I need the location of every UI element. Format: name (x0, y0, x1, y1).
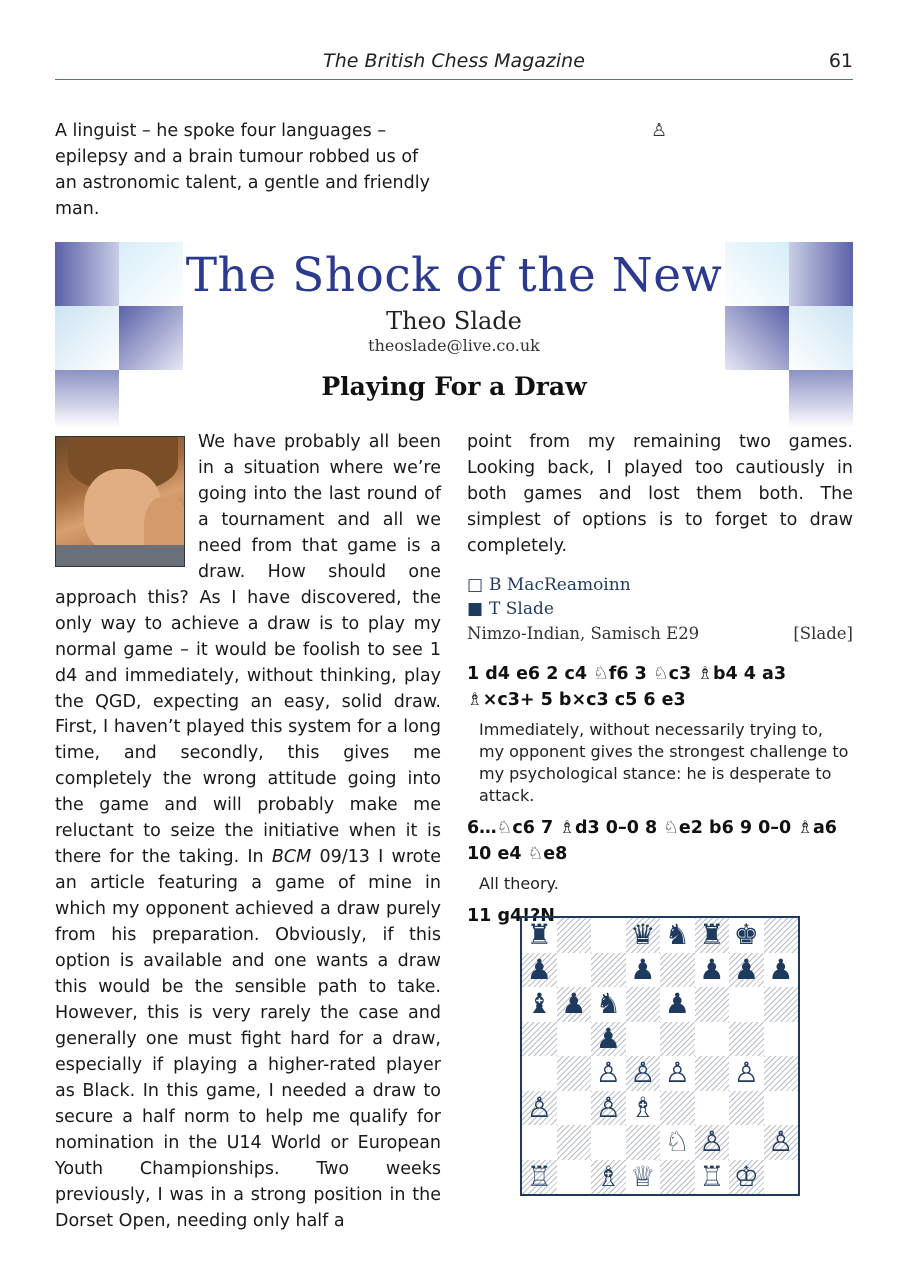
white-bishop-icon: ♗ (595, 1159, 621, 1193)
square-d6 (626, 987, 661, 1022)
black-player: T Slade (489, 598, 554, 619)
square-b4 (557, 1056, 592, 1091)
white-bishop-icon: ♗ (630, 1090, 656, 1124)
white-king-icon: ♔ (733, 1159, 759, 1193)
white-pawn-icon: ♙ (526, 1090, 552, 1124)
black-pawn-icon: ♟ (595, 1021, 621, 1055)
opening-name: Nimzo-Indian, Samisch E29 (467, 623, 700, 643)
white-pawn-icon: ♙ (664, 1056, 690, 1089)
black-bishop-icon: ♝ (526, 987, 552, 1020)
square-a4 (522, 1056, 557, 1091)
black-pawn-icon: ♟ (630, 952, 656, 986)
white-rook-icon: ♖ (699, 1159, 725, 1193)
square-f5 (695, 1022, 730, 1057)
square-e1 (660, 1160, 695, 1195)
moves-1: 1 d4 e6 2 c4 ♘f6 3 ♘c3 ♗b4 4 a3 ♗×c3+ 5 b×c3 c5 6 e3 (467, 663, 787, 710)
square-g3 (729, 1091, 764, 1126)
square-c7 (591, 953, 626, 988)
black-knight-icon: ♞ (664, 918, 690, 951)
white-rook-icon: ♖ (526, 1159, 552, 1193)
white-pawn-icon: ♙ (595, 1056, 621, 1089)
square-e7 (660, 953, 695, 988)
square-h4 (764, 1056, 799, 1091)
page-number: 61 (828, 50, 853, 72)
square-g2 (729, 1125, 764, 1160)
white-player: B MacReamoinn (489, 574, 631, 595)
square-a2 (522, 1125, 557, 1160)
article-subtitle: Playing For a Draw (321, 372, 587, 401)
players-block (467, 573, 853, 621)
square-h5 (764, 1022, 799, 1057)
square-b3 (557, 1091, 592, 1126)
black-pawn-icon: ♟ (526, 952, 552, 986)
article-author: Theo Slade (386, 307, 522, 335)
running-title: The British Chess Magazine (323, 50, 585, 72)
white-pawn-icon: ♙ (733, 1056, 759, 1089)
square-f6 (695, 987, 730, 1022)
white-player-line (467, 573, 853, 597)
note-2: All theory. (479, 873, 559, 893)
white-square-icon: □ (467, 574, 484, 595)
intro-paragraph: A linguist – he spoke four languages – epilepsy and a brain tumour robbed us of an astronomic talent, a gentle and friendly man. (55, 121, 430, 219)
square-e3 (660, 1091, 695, 1126)
chess-diagram (520, 916, 800, 1196)
black-rook-icon: ♜ (699, 918, 725, 951)
white-knight-icon: ♘ (664, 1125, 690, 1158)
square-a5 (522, 1022, 557, 1057)
running-head (55, 48, 853, 80)
note-1: Immediately, without necessarily trying to, my opponent gives the strongest challenge to my psychological stance: he is desperate to attack. (479, 719, 849, 805)
square-d5 (626, 1022, 661, 1057)
black-queen-icon: ♛ (630, 918, 656, 951)
black-pawn-icon: ♟ (768, 952, 794, 986)
square-b5 (557, 1022, 592, 1057)
black-knight-icon: ♞ (595, 987, 621, 1020)
square-f4 (695, 1056, 730, 1091)
square-b2 (557, 1125, 592, 1160)
body-left-text: We have probably all been in a situation where we’re going into the last round of a tournament and all we need from that game is a draw. How should one approach this? As I have discovered, the only way to achieve a draw is to play my normal game – it would be foolish to see 1 d4 and immediately, without thinking, play the QGD, expecting an easy, solid draw. First, I haven’t played this system for a long time, and secondly, this gives me completely the wrong attitude going into the game and will probably make me reluctant to seize the initiative when it is there for the taking. In BCM 09/13 I wrote an article featuring a game of mine in which my opponent achieved a draw purely from his preparation. Obviously, if this option is available and one wants a draw this would be the sensible path to take. However, this is very rarely the case and generally one must fight hard for a draw, especially if playing a higher-rated player as Black. In this game, I needed a draw to secure a half norm to help me qualify for nomination in the U14 World or European Youth Championships. Two weeks previously, I was in a strong position in the Dorset Open, needing only half a (55, 432, 441, 1231)
square-c8 (591, 918, 626, 953)
annotator: [Slade] (793, 623, 853, 643)
black-player-line (467, 597, 853, 621)
square-c2 (591, 1125, 626, 1160)
black-pawn-icon: ♟ (733, 952, 759, 986)
square-b1 (557, 1160, 592, 1195)
pawn-end-mark-icon: ♙ (651, 120, 668, 141)
chess-board (522, 918, 798, 1194)
square-g6 (729, 987, 764, 1022)
article-title: The Shock of the New (185, 248, 723, 303)
moves-2: 6…♘c6 7 ♗d3 0–0 8 ♘e2 b6 9 0–0 ♗a6 10 e4 ♘e8 (467, 817, 837, 864)
square-b7 (557, 953, 592, 988)
black-square-icon: ■ (467, 598, 484, 619)
opening-line (467, 621, 853, 647)
white-pawn-icon: ♙ (630, 1056, 656, 1089)
square-h8 (764, 918, 799, 953)
black-pawn-icon: ♟ (664, 987, 690, 1020)
square-h6 (764, 987, 799, 1022)
body-right-column (467, 430, 853, 929)
square-f3 (695, 1091, 730, 1126)
black-rook-icon: ♜ (526, 918, 552, 951)
white-pawn-icon: ♙ (699, 1125, 725, 1158)
black-pawn-icon: ♟ (561, 987, 587, 1020)
square-h3 (764, 1091, 799, 1126)
author-photo (55, 436, 185, 567)
white-pawn-icon: ♙ (768, 1125, 794, 1158)
white-pawn-icon: ♙ (595, 1090, 621, 1124)
moves-3: 11 g4!?N (467, 905, 555, 926)
square-b8 (557, 918, 592, 953)
square-e5 (660, 1022, 695, 1057)
square-h1 (764, 1160, 799, 1195)
white-queen-icon: ♕ (630, 1159, 656, 1193)
body-right-text: point from my remaining two games. Looking back, I played too cautiously in both games and lost them both. The simplest of options is to forget to draw completely. (467, 432, 853, 556)
square-d2 (626, 1125, 661, 1160)
square-g5 (729, 1022, 764, 1057)
black-pawn-icon: ♟ (699, 952, 725, 986)
author-email: theoslade@live.co.uk (368, 336, 540, 355)
black-king-icon: ♚ (733, 918, 759, 951)
